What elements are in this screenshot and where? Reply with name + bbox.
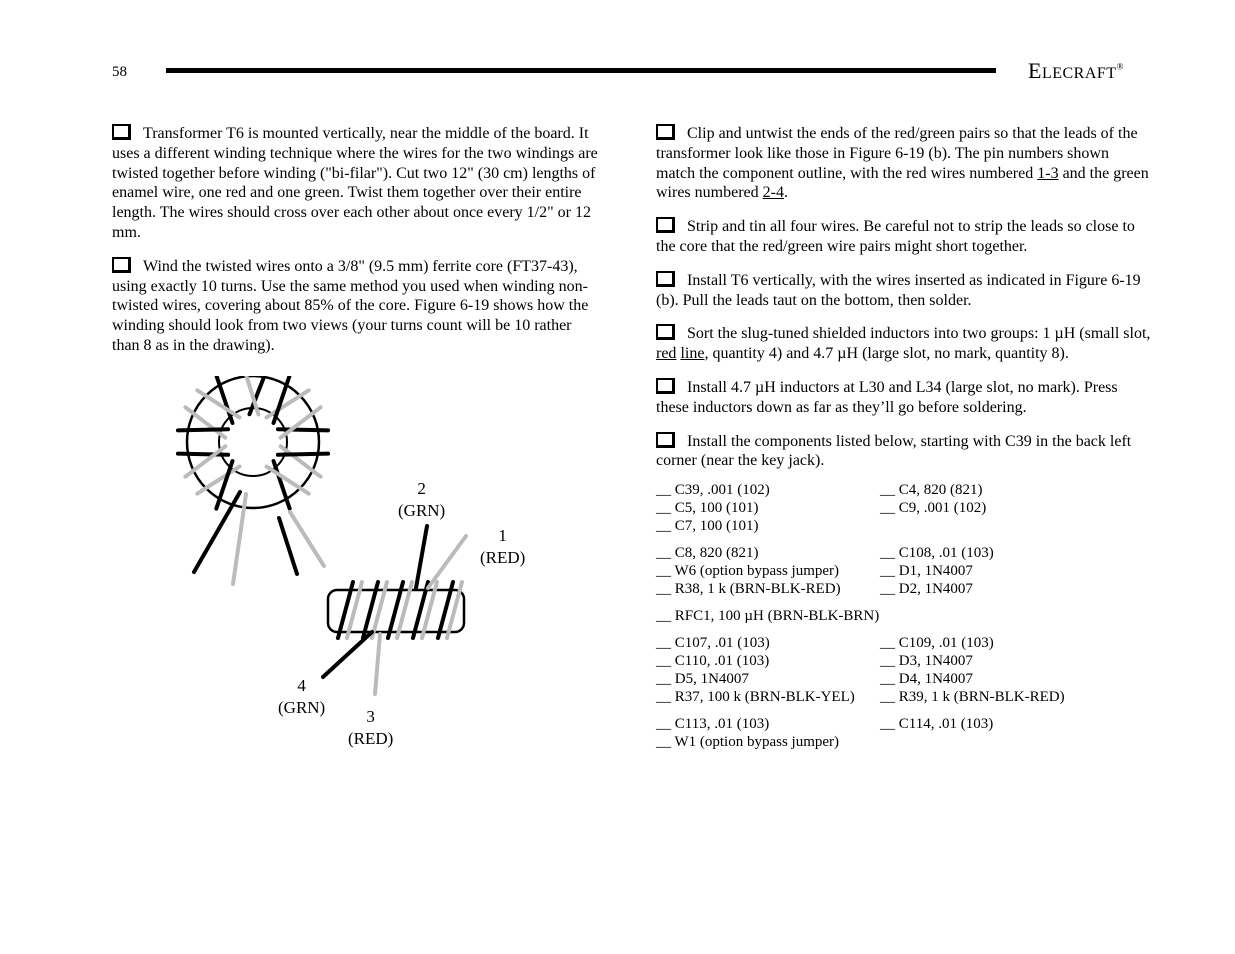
page-number: 58 (112, 64, 127, 80)
part-item: __ W1 (option bypass jumper) (656, 734, 840, 751)
pin-1-color: (RED) (480, 548, 526, 567)
part-item: __ D3, 1N4007 (880, 653, 973, 670)
step-wind-core (112, 257, 602, 356)
toroid-lead-gray (290, 512, 324, 566)
part-item: __ C8, 820 (821) (656, 545, 759, 562)
toroid-winding-turn (197, 467, 239, 494)
brand-logo (1028, 58, 1124, 84)
step-text: and the green wires numbered (656, 164, 1149, 202)
toroid-winding-turn (278, 454, 328, 455)
part-item: __ C39, .001 (102) (656, 482, 770, 499)
green-pin-numbers: 2-4 (762, 184, 784, 202)
step-clip-untwist (656, 124, 1151, 203)
step-checkbox[interactable] (656, 378, 675, 394)
step-text: Install 4.7 µH inductors at L30 and L34 (large slot, no mark). Press these inductors down as far as they’ll go before soldering. (656, 378, 1118, 416)
step-strip-tin (656, 217, 1151, 257)
part-item: __ C7, 100 (101) (656, 518, 759, 535)
toroid-winding-turn (281, 446, 321, 476)
parts-group (656, 715, 1151, 751)
brand-rest: LECRAFT (1041, 65, 1117, 82)
toroid-winding-turn (281, 407, 321, 437)
part-item: __ R37, 100 k (BRN-BLK-YEL) (656, 689, 855, 706)
pin-2-label (398, 478, 445, 522)
part-item: __ D2, 1N4007 (880, 581, 973, 598)
pin-4-label (278, 675, 325, 719)
pin-1-number: 1 (498, 526, 507, 545)
toroid-winding-turn (197, 390, 239, 417)
parts-group (656, 481, 1151, 535)
step-text: . (783, 184, 788, 202)
pin-2-lead (416, 526, 427, 588)
step-wind-twist (112, 124, 602, 243)
step-install-components (656, 432, 1151, 472)
part-item: __ RFC1, 100 µH (BRN-BLK-BRN) (656, 608, 880, 625)
pin-1-lead (428, 536, 466, 588)
toroid-winding-turn (178, 429, 228, 430)
toroid-winding-turn (267, 467, 309, 494)
pin-1-label (480, 525, 525, 569)
parts-group (656, 607, 1151, 625)
part-item: __ C114, .01 (103) (880, 716, 994, 733)
part-item: __ C108, .01 (103) (880, 545, 994, 562)
red-underlined-word: red (656, 345, 677, 363)
toroid-winding-turn (178, 454, 228, 455)
step-sort-inductors (656, 324, 1151, 364)
part-item: __ C113, .01 (103) (656, 716, 770, 733)
step-checkbox[interactable] (656, 124, 675, 140)
step-text: Sort the slug-tuned shielded inductors into two groups: 1 µH (small slot, (687, 325, 1151, 343)
transformer-figure (176, 376, 536, 748)
part-item: __ C5, 100 (101) (656, 500, 759, 517)
part-item: __ C4, 820 (821) (880, 482, 983, 499)
step-install-inductors (656, 378, 1151, 418)
red-pin-numbers: 1-3 (1037, 164, 1059, 182)
pin-2-color: (GRN) (398, 501, 446, 520)
step-checkbox[interactable] (656, 271, 675, 287)
pin-2-number: 2 (417, 479, 426, 498)
parts-group (656, 634, 1151, 706)
brand-initial: E (1028, 58, 1042, 83)
step-text: Install the components listed below, starting with C39 in the back left corner (near the key jack). (656, 432, 1132, 470)
pin-3-color: (RED) (348, 729, 394, 748)
pin-4-color: (GRN) (278, 698, 326, 717)
header-rule (166, 68, 996, 73)
left-column (112, 124, 602, 370)
step-text: Clip and untwist the ends of the red/green pairs so that the leads of the transformer look like those in Figure 6-19 (b). The pin numbers shown match the component outline, with the red wires numbered (656, 125, 1138, 182)
parts-list (656, 481, 1151, 751)
toroid-lead-black (279, 518, 297, 574)
right-column (656, 124, 1151, 760)
step-checkbox[interactable] (112, 257, 131, 273)
toroid-winding-turn (185, 446, 225, 476)
brand-registered-mark: ® (1116, 61, 1124, 72)
part-item: __ D1, 1N4007 (880, 563, 973, 580)
step-text: Wind the twisted wires onto a 3/8" (9.5 mm) ferrite core (FT37-43), using exactly 10 turns. Use the same method you used when winding non-twisted wires, covering about 85% of the core. Figure 6-19 shows how the winding should look from two views (your turns count will be 10 rather than 8 as in the drawing). (112, 257, 589, 354)
step-text: , quantity 4) and 4.7 µH (large slot, no mark, quantity 8). (704, 345, 1069, 363)
step-text: Install T6 vertically, with the wires inserted as indicated in Figure 6-19 (b). Pull the leads taut on the bottom, then solder. (656, 271, 1141, 309)
step-checkbox[interactable] (656, 324, 675, 340)
pin-3-lead (375, 634, 380, 694)
part-item: __ C107, .01 (103) (656, 635, 770, 652)
part-item: __ C9, .001 (102) (880, 500, 987, 517)
part-item: __ D4, 1N4007 (880, 671, 973, 688)
toroid-winding-turn (267, 390, 309, 417)
pin-3-number: 3 (366, 707, 375, 726)
part-item: __ D5, 1N4007 (656, 671, 749, 688)
step-install-t6 (656, 271, 1151, 311)
part-item: __ C110, .01 (103) (656, 653, 770, 670)
parts-group (656, 544, 1151, 598)
pin-4-number: 4 (297, 676, 306, 695)
part-item: __ R38, 1 k (BRN-BLK-RED) (656, 581, 841, 598)
part-item: __ C109, .01 (103) (880, 635, 994, 652)
step-text: Transformer T6 is mounted vertically, near the middle of the board. It uses a different winding technique where the wires for the two windings are twisted together before winding ("bi-filar"). Cut two 12" (30 cm) lengths of enamel wire, one red and one green. Twist them together over their entire length. The wires should cross over each other about once every 1/2" or 12 mm. (112, 125, 598, 241)
step-checkbox[interactable] (656, 432, 675, 448)
step-checkbox[interactable] (112, 124, 131, 140)
part-item: __ W6 (option bypass jumper) (656, 563, 840, 580)
pin-3-label (348, 706, 393, 748)
step-checkbox[interactable] (656, 217, 675, 233)
step-text: Strip and tin all four wires. Be careful not to strip the leads so close to the core that the red/green wire pairs might short together. (656, 218, 1135, 255)
toroid-winding-turn (278, 429, 328, 430)
toroid-winding-turn (185, 407, 225, 437)
line-underlined-word: line (680, 345, 705, 363)
part-item: __ R39, 1 k (BRN-BLK-RED) (880, 689, 1065, 706)
